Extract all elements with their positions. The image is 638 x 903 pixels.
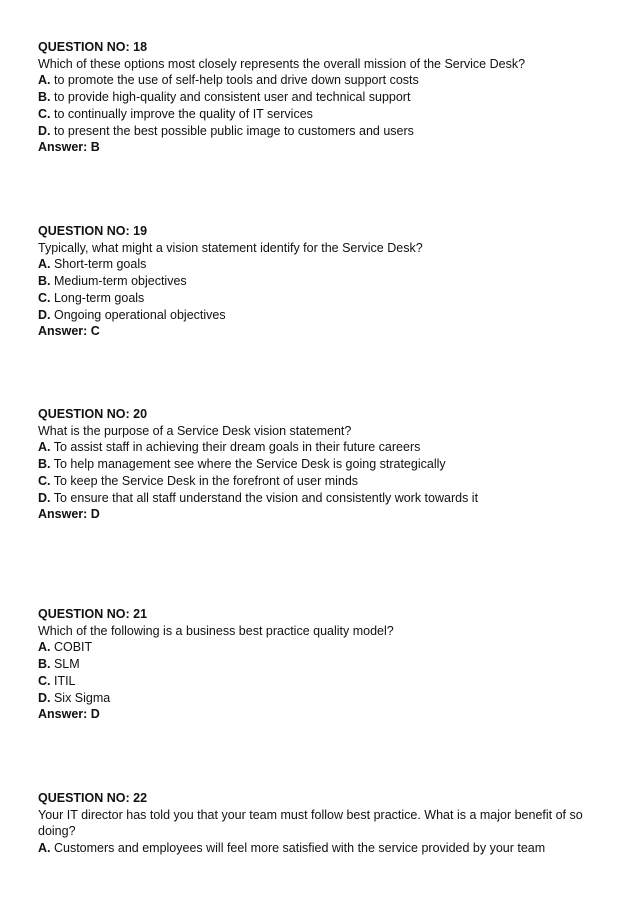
- option-text: Short-term goals: [50, 257, 147, 272]
- option-b: [38, 656, 598, 673]
- answer: Answer: D: [38, 707, 100, 722]
- option-text: SLM: [50, 657, 80, 672]
- option-letter: C.: [38, 673, 51, 688]
- question-20: [38, 406, 598, 523]
- option-a: [38, 840, 598, 857]
- answer: Answer: D: [38, 507, 100, 522]
- option-letter: B.: [38, 90, 51, 105]
- option-c: [38, 673, 598, 690]
- option-letter: D.: [38, 307, 51, 322]
- option-letter: D.: [38, 490, 51, 505]
- question-21: [38, 606, 598, 723]
- option-text: To keep the Service Desk in the forefront of user minds: [50, 473, 359, 488]
- question-stem: Your IT director has told you that your team must follow best practice. What is a major benefit of so doing?: [38, 807, 583, 839]
- question-title: QUESTION NO: 18: [38, 40, 148, 54]
- option-d: [38, 123, 598, 140]
- option-letter: C.: [38, 473, 51, 488]
- option-letter: C.: [38, 290, 51, 305]
- option-letter: A.: [38, 73, 51, 88]
- option-text: Customers and employees will feel more satisfied with the service provided by your team: [50, 841, 546, 856]
- option-a: [38, 72, 598, 89]
- question-stem: Typically, what might a vision statement identify for the Service Desk?: [38, 240, 423, 255]
- option-text: to promote the use of self-help tools and drive down support costs: [50, 73, 419, 88]
- option-text: To assist staff in achieving their dream goals in their future careers: [50, 440, 421, 455]
- option-letter: D.: [38, 123, 51, 138]
- option-letter: B.: [38, 457, 51, 472]
- option-letter: D.: [38, 690, 51, 705]
- option-a: [38, 256, 598, 273]
- question-title: QUESTION NO: 21: [38, 607, 148, 621]
- answer: Answer: C: [38, 324, 100, 339]
- option-b: [38, 273, 598, 290]
- option-letter: B.: [38, 657, 51, 672]
- option-letter: A.: [38, 841, 51, 856]
- option-text: ITIL: [50, 673, 76, 688]
- question-stem: What is the purpose of a Service Desk vision statement?: [38, 423, 352, 438]
- option-c: [38, 290, 598, 307]
- question-title: QUESTION NO: 19: [38, 224, 148, 238]
- question-title: QUESTION NO: 22: [38, 791, 148, 805]
- option-letter: A.: [38, 257, 51, 272]
- question-stem: Which of these options most closely represents the overall mission of the Service Desk?: [38, 56, 526, 71]
- option-text: to provide high-quality and consistent user and technical support: [50, 90, 411, 105]
- question-title: QUESTION NO: 20: [38, 407, 148, 421]
- option-text: To ensure that all staff understand the vision and consistently work towards it: [50, 490, 479, 505]
- option-a: [38, 639, 598, 656]
- option-letter: A.: [38, 440, 51, 455]
- option-b: [38, 89, 598, 106]
- option-text: COBIT: [50, 640, 93, 655]
- option-c: [38, 473, 598, 490]
- option-text: to continually improve the quality of IT services: [50, 106, 313, 121]
- option-letter: C.: [38, 106, 51, 121]
- option-text: To help management see where the Service Desk is going strategically: [50, 457, 446, 472]
- option-text: Six Sigma: [50, 690, 111, 705]
- option-d: [38, 490, 598, 507]
- option-letter: A.: [38, 640, 51, 655]
- option-text: to present the best possible public image to customers and users: [50, 123, 414, 138]
- option-text: Long-term goals: [50, 290, 145, 305]
- option-c: [38, 106, 598, 123]
- option-d: [38, 307, 598, 324]
- question-22: [38, 790, 598, 857]
- option-letter: B.: [38, 274, 51, 289]
- option-text: Medium-term objectives: [50, 274, 187, 289]
- option-d: [38, 690, 598, 707]
- option-b: [38, 456, 598, 473]
- question-stem: Which of the following is a business best practice quality model?: [38, 623, 394, 638]
- option-text: Ongoing operational objectives: [50, 307, 226, 322]
- question-18: [38, 39, 598, 156]
- option-a: [38, 439, 598, 456]
- question-19: [38, 223, 598, 340]
- answer: Answer: B: [38, 140, 100, 155]
